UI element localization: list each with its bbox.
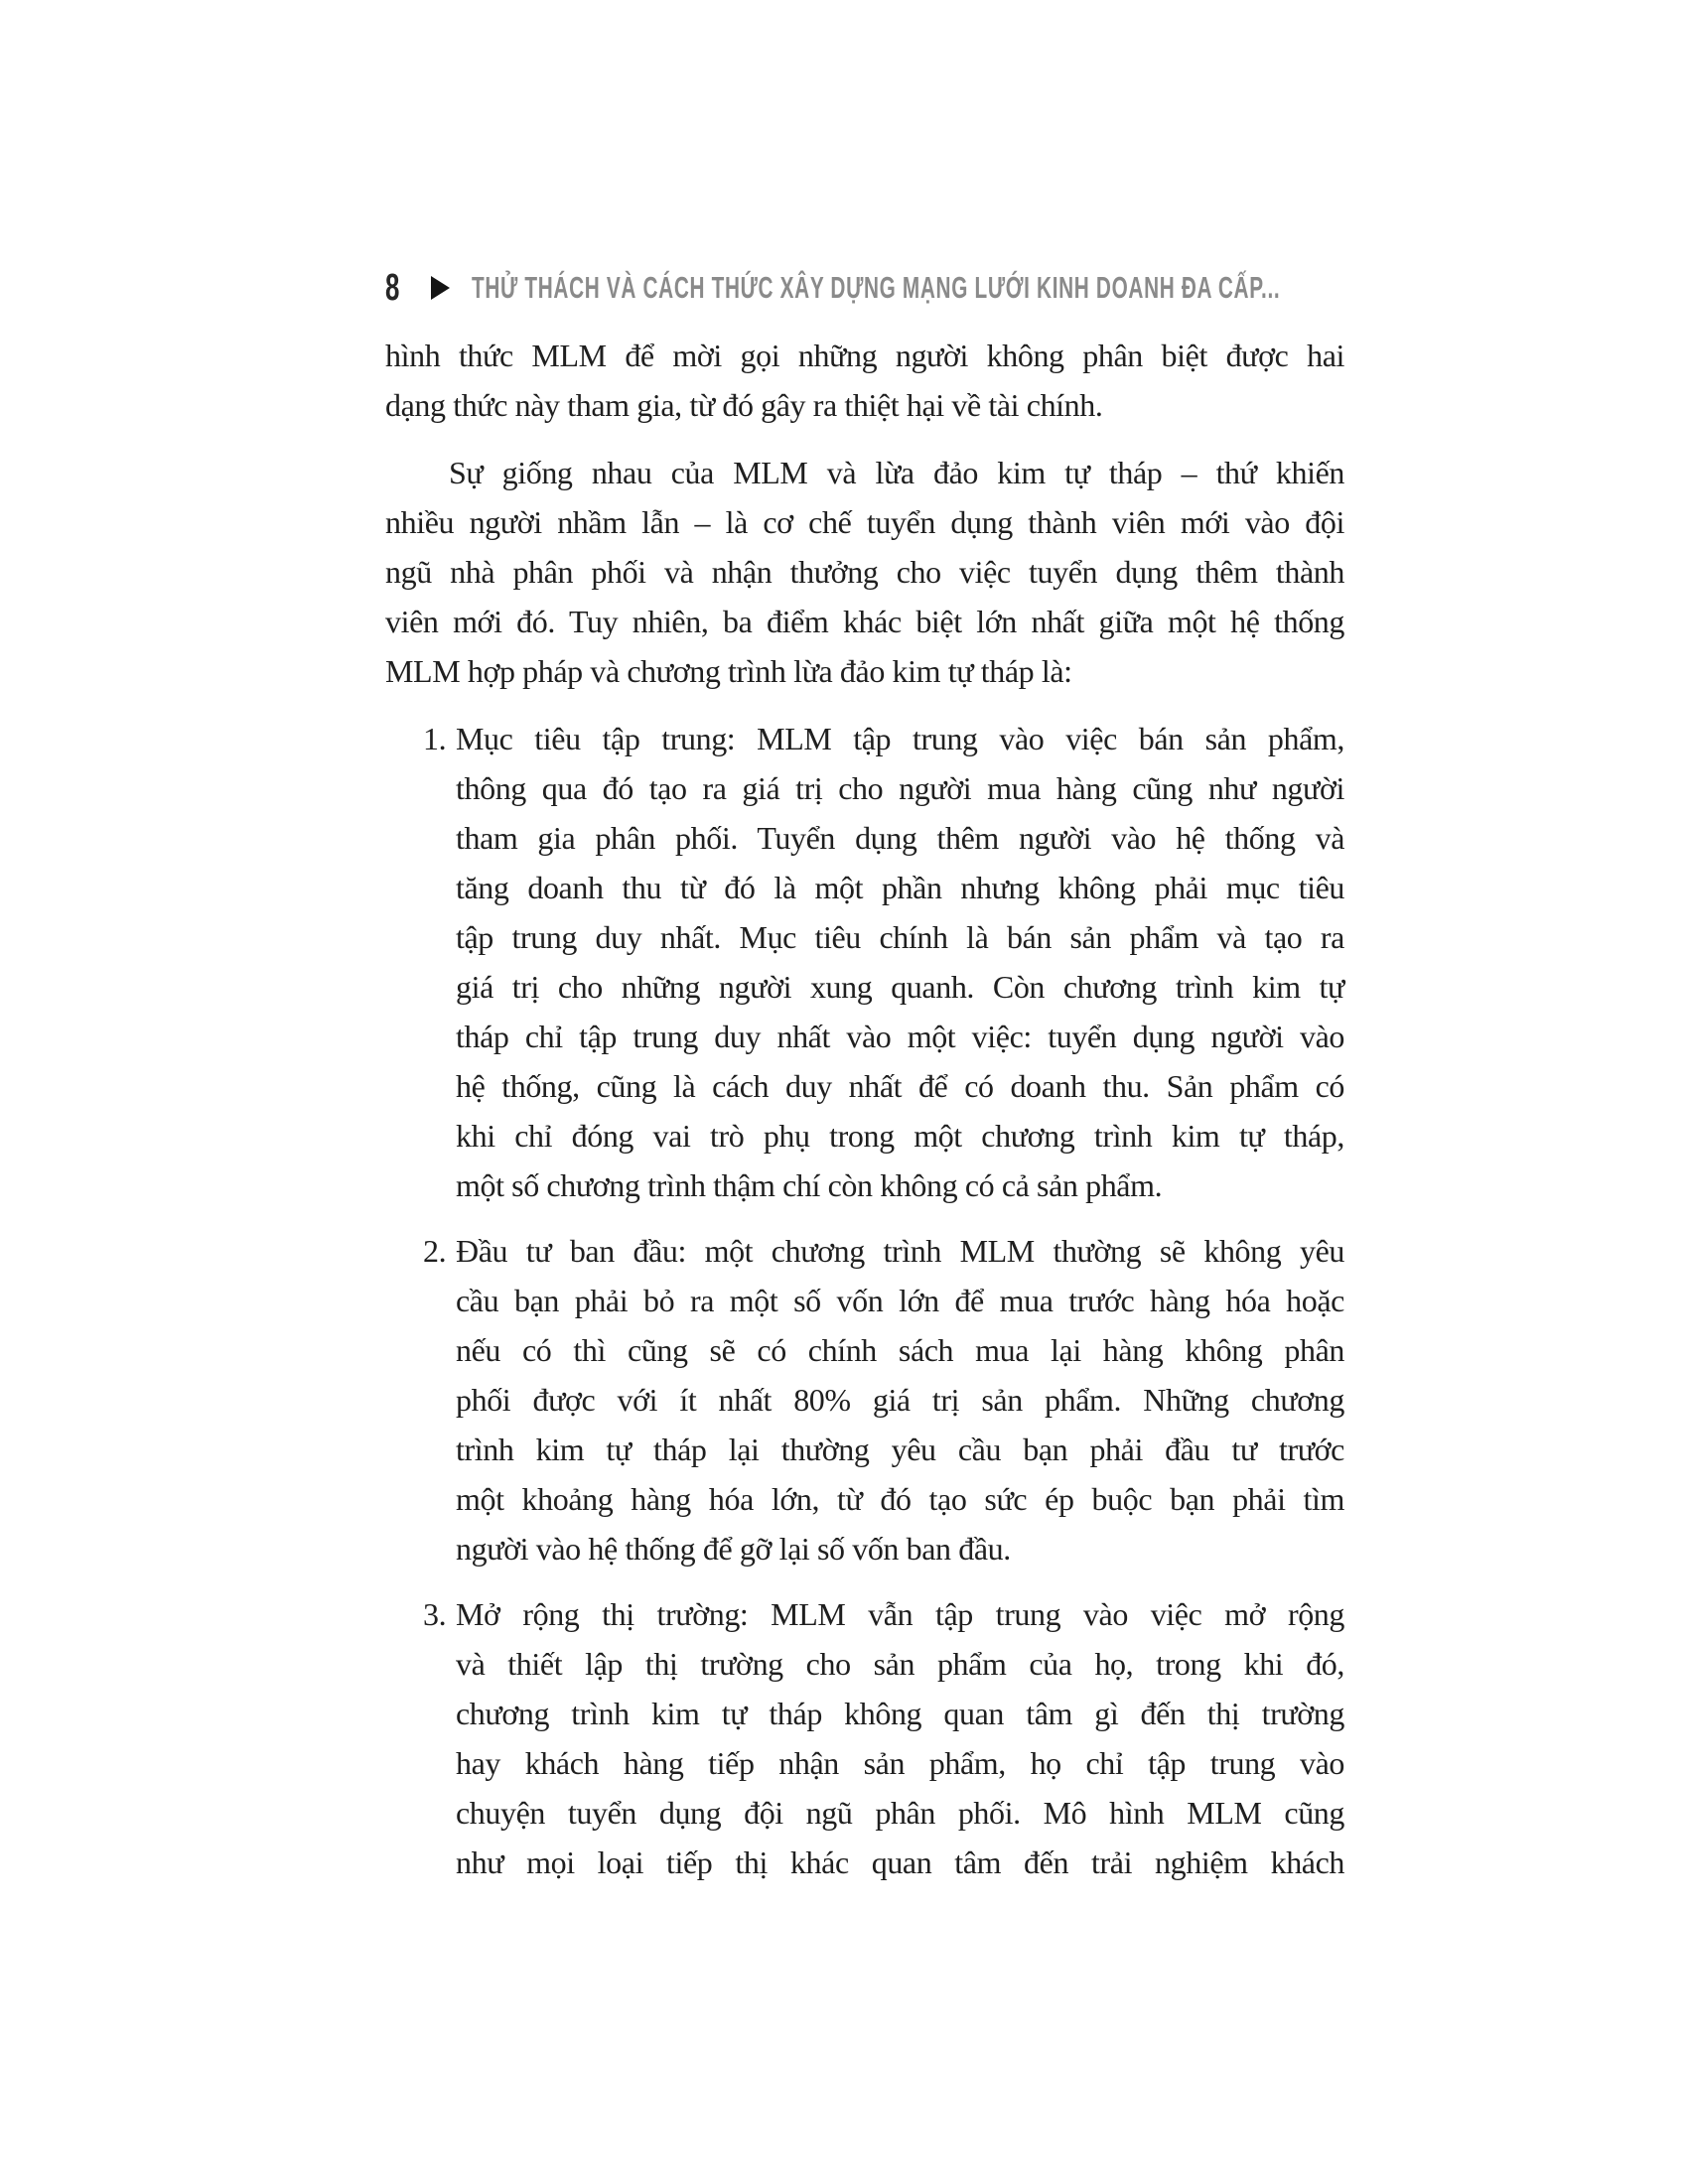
body-line: người vào hệ thống để gỡ lại số vốn ban đầu. xyxy=(456,1531,1011,1567)
body-line: tập trung duy nhất. Mục tiêu chính là bán sản phẩm và tạo ra xyxy=(456,919,1344,955)
body-line: Đầu tư ban đầu: một chương trình MLM thường sẽ không yêu xyxy=(456,1233,1344,1269)
chapter-title: THỬ THÁCH VÀ CÁCH THỨC XÂY DỰNG MẠNG LƯỚI KINH DOANH ĐA CẤP... xyxy=(472,270,1281,305)
right-triangle-icon xyxy=(431,276,450,300)
body-line: Mục tiêu tập trung: MLM tập trung vào việc bán sản phẩm, xyxy=(456,721,1344,756)
body-line: một số chương trình thậm chí còn không có cả sản phẩm. xyxy=(456,1167,1163,1203)
body-line: khi chỉ đóng vai trò phụ trong một chương trình kim tự tháp, xyxy=(456,1118,1344,1154)
paragraph xyxy=(385,331,1344,430)
body-line: phối được với ít nhất 80% giá trị sản phẩm. Những chương xyxy=(456,1382,1344,1418)
body-line: hay khách hàng tiếp nhận sản phẩm, họ chỉ tập trung vào xyxy=(456,1745,1344,1781)
body-line: cầu bạn phải bỏ ra một số vốn lớn để mua trước hàng hóa hoặc xyxy=(456,1283,1344,1318)
body-line: viên mới đó. Tuy nhiên, ba điểm khác biệt lớn nhất giữa một hệ thống xyxy=(385,604,1344,639)
body-line: và thiết lập thị trường cho sản phẩm của họ, trong khi đó, xyxy=(456,1646,1344,1682)
page-number: 8 xyxy=(385,266,400,309)
body-line: chuyện tuyển dụng đội ngũ phân phối. Mô hình MLM cũng xyxy=(456,1795,1344,1831)
body-line: tháp chỉ tập trung duy nhất vào một việc: tuyển dụng người vào xyxy=(456,1019,1344,1054)
body-line: MLM hợp pháp và chương trình lừa đảo kim tự tháp là: xyxy=(385,653,1072,689)
paragraph xyxy=(385,448,1344,696)
body-line: Mở rộng thị trường: MLM vẫn tập trung vào việc mở rộng xyxy=(456,1596,1344,1632)
body-line: nhiều người nhầm lẫn – là cơ chế tuyển dụng thành viên mới vào đội xyxy=(385,504,1344,540)
body-line: nếu có thì cũng sẽ có chính sách mua lại hàng không phân xyxy=(456,1332,1344,1368)
body-line: một khoảng hàng hóa lớn, từ đó tạo sức ép buộc bạn phải tìm xyxy=(456,1481,1344,1517)
body-line: hệ thống, cũng là cách duy nhất để có doanh thu. Sản phẩm có xyxy=(456,1068,1344,1104)
body-line: như mọi loại tiếp thị khác quan tâm đến trải nghiệm khách xyxy=(456,1844,1344,1880)
page-body xyxy=(385,331,1344,1887)
page-header xyxy=(385,266,1678,310)
body-line: hình thức MLM để mời gọi những người không phân biệt được hai xyxy=(385,338,1344,373)
list-item xyxy=(385,1226,1344,1573)
body-line: Sự giống nhau của MLM và lừa đảo kim tự tháp – thứ khiến xyxy=(449,455,1344,490)
body-line: tăng doanh thu từ đó là một phần nhưng không phải mục tiêu xyxy=(456,870,1344,905)
body-line: dạng thức này tham gia, từ đó gây ra thiệt hại về tài chính. xyxy=(385,387,1103,423)
list-item xyxy=(385,1589,1344,1887)
list-item xyxy=(385,714,1344,1210)
body-line: trình kim tự tháp lại thường yêu cầu bạn phải đầu tư trước xyxy=(456,1432,1344,1467)
body-line: tham gia phân phối. Tuyển dụng thêm người vào hệ thống và xyxy=(456,820,1344,856)
list-number: 1. xyxy=(423,721,447,756)
body-line: chương trình kim tự tháp không quan tâm gì đến thị trường xyxy=(456,1696,1344,1731)
list-number: 2. xyxy=(423,1233,447,1269)
body-line: thông qua đó tạo ra giá trị cho người mua hàng cũng như người xyxy=(456,770,1344,806)
body-line: giá trị cho những người xung quanh. Còn chương trình kim tự xyxy=(456,969,1344,1005)
list-number: 3. xyxy=(423,1596,447,1632)
body-line: ngũ nhà phân phối và nhận thưởng cho việc tuyển dụng thêm thành xyxy=(385,554,1344,590)
